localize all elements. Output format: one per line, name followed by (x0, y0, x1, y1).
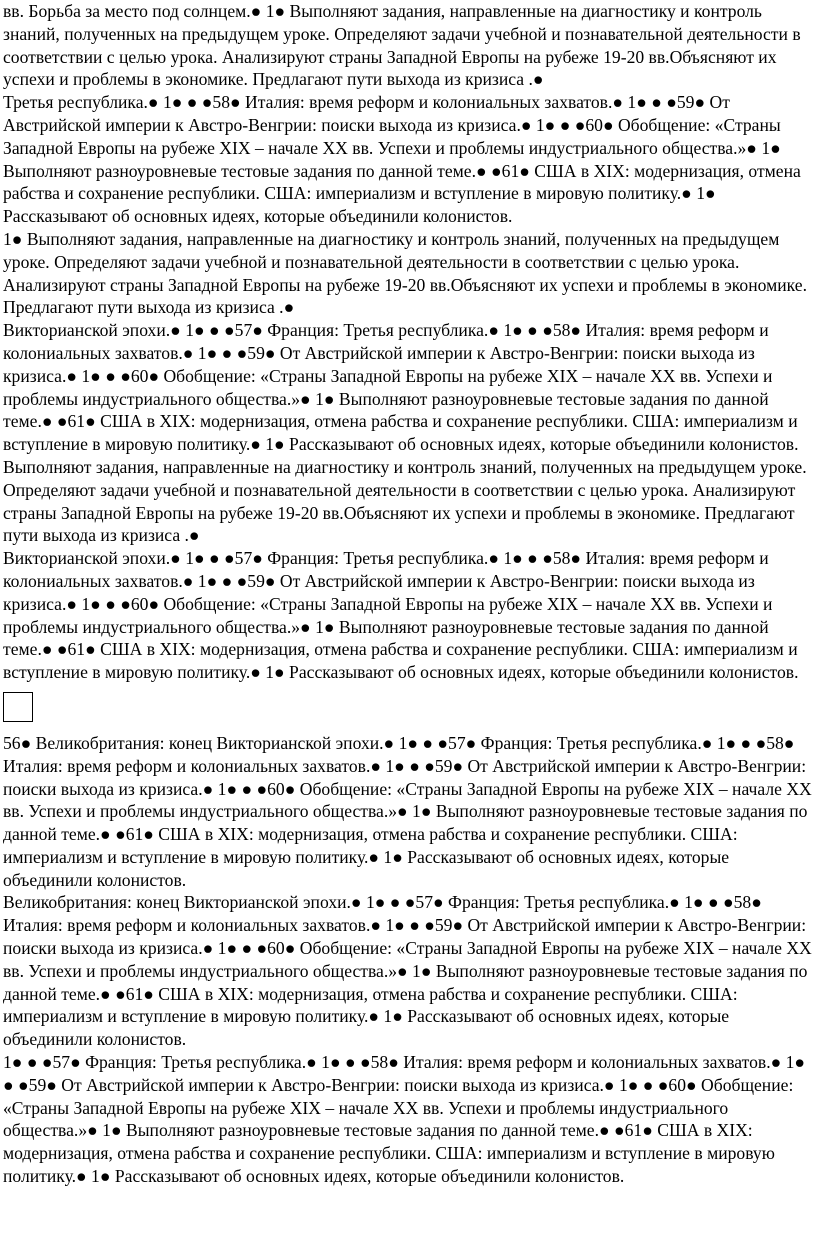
paragraph-9: 1● ● ●57● Франция: Третья республика.● 1● ● ●58● Италия: время реформ и колониальных захватов.● 1● ● ●59● От Австрийской империи к Австро-Венгрии: поиски выхода из кризиса.● 1● ● ●60● Обобщение: «Страны Западной Европы на рубеже XIX – начале XX вв. Успехи и проблемы индустриального общества.»● 1● Выполняют разноуровневые тестовые задания по данной теме.● ●61● США в XIX: модернизация, отмена рабства и сохранение республики. США: империализм и вступление в мировую политику.● 1● Рассказывают об основных идеях, которые объединили колонистов. (3, 1052, 806, 1187)
paragraph-8: Великобритания: конец Викторианской эпохи.● 1● ● ●57● Франция: Третья республика.● 1● ● ●58● Италия: время реформ и колониальных захватов.● 1● ● ●59● От Австрийской империи к Австро-Венгрии: поиски выхода из кризиса.● 1● ● ●60● Обобщение: «Страны Западной Европы на рубеже XIX – начале XX вв. Успехи и проблемы индустриального общества.»● 1● Выполняют разноуровневые тестовые задания по данной теме.● ●61● США в XIX: модернизация, отмена рабства и сохранение республики. США: империализм и вступление в мировую политику.● 1● Рассказывают об основных идеях, которые объединили колонистов. (3, 892, 812, 1050)
paragraph-1: вв. Борьба за место под солнцем.● 1● Выполняют задания, направленные на диагностику и контроль знаний, полученных на предыдущем уроке. Определяют задачи учебной и познавательной деятельности в соответствии с целью урока. Анализируют страны Западной Европы на рубеже 19-20 вв.Объясняют их успехи и проблемы в экономике. Предлагают пути выхода из кризиса .● (3, 1, 801, 90)
paragraph-5: Выполняют задания, направленные на диагностику и контроль знаний, полученных на предыдущем уроке. Определяют задачи учебной и познавательной деятельности в соответствии с целью урока. Анализируют страны Западной Европы на рубеже 19-20 вв.Объясняют их успехи и проблемы в экономике. Предлагают пути выхода из кризиса .● (3, 456, 807, 546)
empty-box-placeholder (3, 692, 33, 722)
paragraph-7: 56● Великобритания: конец Викторианской эпохи.● 1● ● ●57● Франция: Третья республика.● 1● ● ●58● Италия: время реформ и колониальных захватов.● 1● ● ●59● От Австрийской империи к Австро-Венгрии: поиски выхода из кризиса.● 1● ● ●60● Обобщение: «Страны Западной Европы на рубеже XIX – начале XX вв. Успехи и проблемы индустриального общества.»● 1● Выполняют разноуровневые тестовые задания по данной теме.● ●61● США в XIX: модернизация, отмена рабства и сохранение республики. США: империализм и вступление в мировую политику.● 1● Рассказывают об основных идеях, которые объединили колонистов. (3, 732, 812, 890)
document-page (3, 0, 813, 1188)
paragraph-4: Викторианской эпохи.● 1● ● ●57● Франция: Третья республика.● 1● ● ●58● Италия: время реформ и колониальных захватов.● 1● ● ●59● От Австрийской империи к Австро-Венгрии: поиски выхода из кризиса.● 1● ● ●60● Обобщение: «Страны Западной Европы на рубеже XIX – начале XX вв. Успехи и проблемы индустриального общества.»● 1● Выполняют разноуровневые тестовые задания по данной теме.● ●61● США в XIX: модернизация, отмена рабства и сохранение республики. США: империализм и вступление в мировую политику.● 1● Рассказывают об основных идеях, которые объединили колонистов. (3, 320, 799, 455)
paragraph-2: Третья республика.● 1● ● ●58● Италия: время реформ и колониальных захватов.● 1● ● ●59● От Австрийской империи к Австро-Венгрии: поиски выхода из кризиса.● 1● ● ●60● Обобщение: «Страны Западной Европы на рубеже XIX – начале XX вв. Успехи и проблемы индустриального общества.»● 1● Выполняют разноуровневые тестовые задания по данной теме.● ●61● США в XIX: модернизация, отмена рабства и сохранение республики. США: империализм и вступление в мировую политику.● 1● Рассказывают об основных идеях, которые объединили колонистов. (3, 92, 801, 227)
paragraph-3: 1● Выполняют задания, направленные на диагностику и контроль знаний, полученных на предыдущем уроке. Определяют задачи учебной и познавательной деятельности в соответствии с целью урока. Анализируют страны Западной Европы на рубеже 19-20 вв.Объясняют их успехи и проблемы в экономике. Предлагают пути выхода из кризиса .● (3, 228, 807, 318)
paragraph-6: Викторианской эпохи.● 1● ● ●57● Франция: Третья республика.● 1● ● ●58● Италия: время реформ и колониальных захватов.● 1● ● ●59● От Австрийской империи к Австро-Венгрии: поиски выхода из кризиса.● 1● ● ●60● Обобщение: «Страны Западной Европы на рубеже XIX – начале XX вв. Успехи и проблемы индустриального общества.»● 1● Выполняют разноуровневые тестовые задания по данной теме.● ●61● США в XIX: модернизация, отмена рабства и сохранение республики. США: империализм и вступление в мировую политику.● 1● Рассказывают об основных идеях, которые объединили колонистов. (3, 548, 799, 683)
